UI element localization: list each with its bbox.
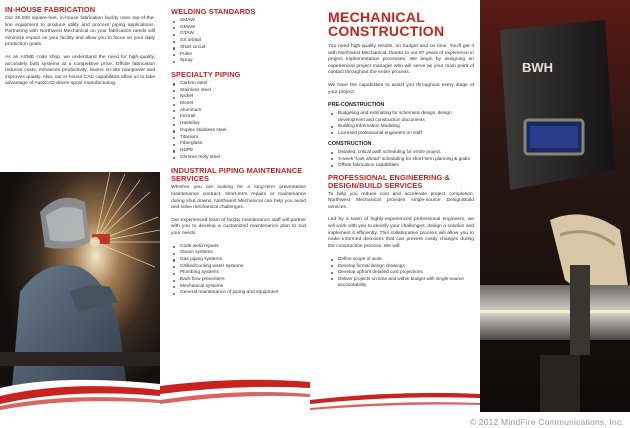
mechanical-construction-title xyxy=(328,10,474,38)
pipe-welder-photo xyxy=(480,0,630,412)
list-item: Deliver projects on time and within budget with single-source accountability xyxy=(328,276,474,289)
prof-paragraph-2: Led by a team of highly-experienced professional engineers, we will work with you to identify your challenges, design a solution and implement it efficiently. This collaborative process will allow you to make informed decisions that can prevent costly changes during the construction process. We will: xyxy=(328,217,474,249)
list-item: Short circuit xyxy=(171,45,306,52)
in-house-fabrication-heading: IN-HOUSE FABRICATION xyxy=(5,5,96,14)
middle-panel xyxy=(160,0,310,412)
list-item: Monel xyxy=(171,101,306,108)
list-item: Duplex stainless steel xyxy=(171,128,306,135)
list-item: Develop formal design drawings xyxy=(328,263,474,270)
red-wave-decoration xyxy=(310,376,480,412)
list-item: GMAW xyxy=(171,25,306,32)
title-line-1: MECHANICAL xyxy=(328,9,426,25)
list-item: Steam systems xyxy=(171,250,306,257)
grinder-worker-photo xyxy=(0,172,160,412)
list-item: Gas piping systems xyxy=(171,257,306,264)
list-item: Stainless steel xyxy=(171,88,306,95)
list-item: Carbon steel xyxy=(171,81,306,88)
list-item: GTAW xyxy=(171,31,306,38)
list-item: Spray xyxy=(171,58,306,65)
list-item: Nickel xyxy=(171,94,306,101)
prof-services-list xyxy=(328,256,474,289)
industrial-paragraph-1: Whether you are looking for a long-term preventative maintenance contract, short-term repairs or maintenance during shut downs, Northwest Mechanical can help you avoid and solve mechanical challenges. xyxy=(171,185,306,211)
list-item: General maintenance of piping and equipment xyxy=(171,290,306,297)
list-item: Chrome moly steel xyxy=(171,155,306,162)
list-item: Develop upfront detailed cost projections xyxy=(328,269,474,276)
prof-paragraph-1: To help you reduce cost and accelerate project completion, Northwest Mechanical provides single-source Design/Build services. xyxy=(328,191,474,210)
list-item: Offsite fabrication capabilities xyxy=(328,162,474,169)
list-item: Plumbing systems xyxy=(171,270,306,277)
list-item: Inconel xyxy=(171,114,306,121)
middle-text-column xyxy=(171,8,306,303)
right-text-column xyxy=(328,10,474,294)
list-item: HDPE xyxy=(171,148,306,155)
right-panel xyxy=(310,0,480,412)
left-text-column xyxy=(5,6,155,94)
prof-heading-line-1: PROFESSIONAL ENGINEERING & xyxy=(328,172,450,182)
red-wave-decoration xyxy=(160,366,310,412)
list-item: Hastelloy xyxy=(171,121,306,128)
welding-standards-heading: WELDING STANDARDS xyxy=(171,7,256,16)
list-item: Detailed, critical path scheduling for entire project xyxy=(328,149,474,156)
industrial-piping-heading: INDUSTRIAL PIPING MAINTENANCE SERVICES xyxy=(171,166,303,184)
copyright-notice: © 2012 MindFire Communications, Inc. xyxy=(469,417,624,427)
list-item: Pulse xyxy=(171,52,306,59)
list-item: Mechanical systems xyxy=(171,284,306,291)
pipe-welder-illustration xyxy=(480,0,630,412)
intro-paragraph-1: You need high-quality results, on budget and on time. You'll get it with Northwest Mechanical, thanks to our 87 years of experience in project implementation processes. We begin by assigning an experienced project manager who will serve as your main point of contact throughout the entire process. xyxy=(328,44,474,76)
list-item: Fiberglass xyxy=(171,141,306,148)
list-item: Aluminum xyxy=(171,108,306,115)
construction-heading: CONSTRUCTION xyxy=(328,141,372,148)
helmet-text: BWH xyxy=(522,60,554,75)
list-item: SMAW xyxy=(171,18,306,25)
list-item: Back flow preventers xyxy=(171,277,306,284)
specialty-piping-list xyxy=(171,81,306,161)
professional-engineering-heading xyxy=(328,174,474,190)
list-item: Chilled/cooling water systems xyxy=(171,264,306,271)
list-item: Building Information Modeling xyxy=(328,123,474,130)
title-line-2: CONSTRUCTION xyxy=(328,23,445,39)
list-item: Budgeting and estimating for schematic design, design development and construction documents xyxy=(328,110,474,123)
intro-paragraph-2: We have the capabilities to assist you throughout every stage of your project: xyxy=(328,82,474,95)
prof-heading-line-2: DESIGN/BUILD SERVICES xyxy=(328,180,423,190)
list-item: Define scope of work xyxy=(328,256,474,263)
list-item: Code weld repairs xyxy=(171,244,306,251)
maintenance-list xyxy=(171,244,306,298)
in-house-paragraph-2: As an ASME code shop, we understand the need for high-quality, accurately built systems at a competitive price. Offsite fabrication reduces costs, enhances productivity, lowers on-site manpower and improves quality. Also, our in-house CAD capabilities allow us to take advantage of AutoCAD driven spool manufacturing. xyxy=(5,54,155,87)
in-house-paragraph-1: Our 25,000 square-feet, in-house fabrication facility uses top-of-the-line equipment to produce utility and process piping applications. Partnering with Northwest Mechanical on your fabrication needs will minimize impact on your facility and allow you to focus on your daily production goals. xyxy=(5,16,155,48)
construction-list xyxy=(328,149,474,169)
specialty-piping-heading: SPECIALTY PIPING xyxy=(171,69,241,79)
list-item: Titanium xyxy=(171,135,306,142)
pre-construction-list xyxy=(328,110,474,136)
list-item: SS orbital xyxy=(171,38,306,45)
left-panel xyxy=(0,0,160,412)
pre-construction-heading: PRE-CONSTRUCTION xyxy=(328,102,385,109)
list-item: Licensed professional engineers on staff xyxy=(328,130,474,137)
red-wave-decoration xyxy=(0,366,160,412)
list-item: 3-week "look ahead" scheduling for short-term planning & goals xyxy=(328,156,474,163)
industrial-paragraph-2: Our experienced team of facility maintenance staff will partner with you to develop a customized maintenance plan to suit your needs. xyxy=(171,217,306,236)
welding-standards-list xyxy=(171,18,306,65)
